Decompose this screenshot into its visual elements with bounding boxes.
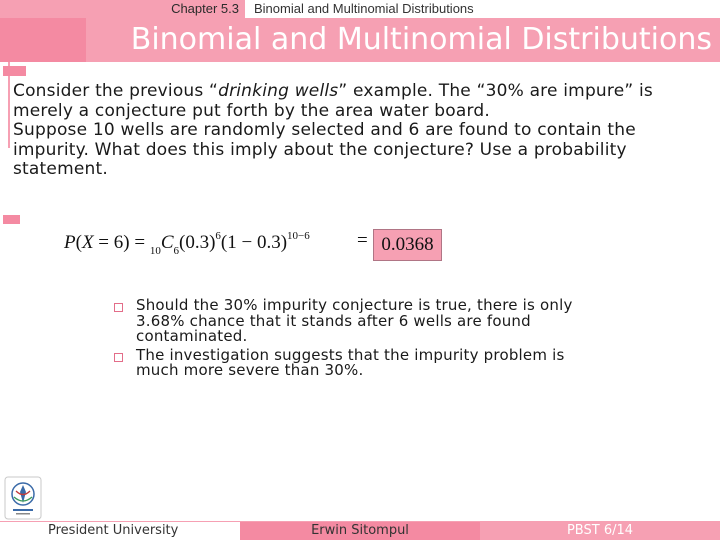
paragraph-2: Suppose 10 wells are randomly selected and 6 are found to contain the impurity. What does this imply about the conjecture? Use a probability statement. xyxy=(13,120,636,179)
institution-label: President University xyxy=(48,523,179,538)
footer-left xyxy=(0,522,240,540)
list-item xyxy=(113,298,583,345)
body-text xyxy=(13,82,713,180)
decorative-block xyxy=(3,215,20,224)
formula-x: X xyxy=(81,232,94,253)
decorative-block xyxy=(3,66,26,76)
formula-k: 6 xyxy=(173,245,179,257)
formula-term-1: (0.3) xyxy=(179,232,216,253)
paragraph-1 xyxy=(13,82,713,121)
formula-c: C xyxy=(160,232,174,253)
chapter-title: Binomial and Multinomial Distributions xyxy=(245,0,720,18)
paragraph-1-end: ” example. The “30% are impure” is merely a conjecture put forth by the area water board. xyxy=(13,81,653,121)
university-logo-icon xyxy=(4,476,42,520)
bullet-text: The investigation suggests that the impurity problem is much more severe than 30%. xyxy=(136,345,565,379)
binomial-formula: $P(X = 6) = _{10}C_6(0.3)^6(1 - 0.3)^{10-6}$ = xyxy=(64,230,368,257)
slide-title: Binomial and Multinomial Distributions xyxy=(130,22,712,57)
formula-n: 10 xyxy=(149,245,161,257)
formula-term-2: (1 − 0.3) xyxy=(220,232,288,253)
formula-lhs-rest: = 6) = xyxy=(93,232,146,253)
paragraph-1-emphasis: drinking wells xyxy=(218,81,339,101)
bullet-square-icon xyxy=(114,303,123,312)
bullet-square-icon xyxy=(114,353,123,362)
title-bar-accent xyxy=(0,18,86,62)
formula-exp-2: 10−6 xyxy=(287,230,310,242)
formula-exp-1: 6 xyxy=(215,230,221,242)
chapter-label: Chapter 5.3 xyxy=(0,0,245,18)
formula-result: 0.0368 xyxy=(373,229,442,261)
page-label: PBST 6/14 xyxy=(480,522,720,540)
paragraph-1-start: Consider the previous “ xyxy=(13,81,219,101)
footer xyxy=(0,522,720,540)
bullet-text: Should the 30% impurity conjecture is true, there is only 3.68% chance that it stands after 6 wells are found contaminated. xyxy=(136,296,573,345)
bullet-list xyxy=(113,298,583,382)
formula-equals: = xyxy=(357,230,368,251)
formula-p: P xyxy=(64,232,76,253)
list-item xyxy=(113,345,583,379)
author-label: Erwin Sitompul xyxy=(240,522,480,540)
